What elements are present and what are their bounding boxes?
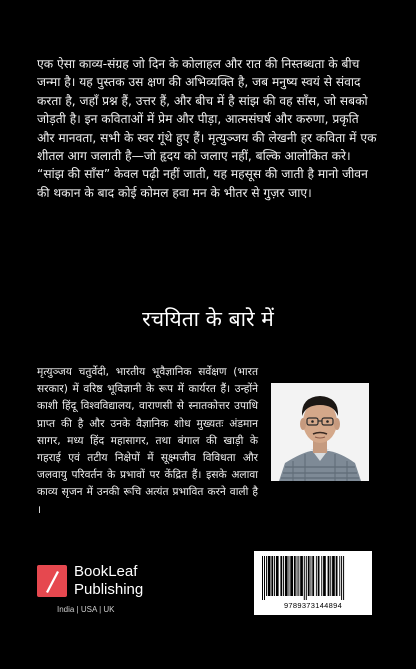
barcode-bar bbox=[312, 556, 314, 596]
publisher-name-line2: Publishing bbox=[74, 581, 144, 598]
author-photo bbox=[271, 383, 369, 481]
barcode-bar bbox=[289, 556, 290, 596]
barcode-bar bbox=[336, 556, 338, 596]
barcode-bar bbox=[276, 556, 279, 596]
barcode-bar bbox=[328, 556, 330, 596]
bookleaf-logo-icon bbox=[37, 565, 67, 597]
barcode-bar bbox=[341, 556, 342, 600]
barcode-bar bbox=[306, 556, 307, 600]
barcode-bar bbox=[332, 556, 335, 596]
barcode-bar bbox=[274, 556, 275, 596]
barcode-bar bbox=[300, 556, 303, 596]
publisher-name-line1: BookLeaf bbox=[74, 563, 138, 580]
publisher-regions: India | USA | UK bbox=[57, 605, 115, 614]
about-author-heading: रचयिता के बारे में bbox=[142, 307, 274, 331]
barcode-bar bbox=[268, 556, 271, 596]
barcode-bar bbox=[266, 556, 267, 596]
barcode-bar bbox=[280, 556, 282, 596]
barcode-bar bbox=[290, 556, 293, 596]
publisher-name bbox=[74, 563, 143, 599]
barcode-bars bbox=[262, 556, 364, 600]
barcode-bar bbox=[304, 556, 305, 600]
barcode-bar bbox=[321, 556, 322, 596]
barcode-bar bbox=[316, 556, 317, 596]
barcode-bar bbox=[285, 556, 288, 596]
back-cover-blurb: एक ऐसा काव्य-संग्रह जो दिन के कोलाहल और रात की निस्तब्धता के बीच जन्मा है। यह पुस्तक उस क्षण की अभिव्यक्ति है, जब मनुष्य स्वयं से संवाद करता है, जहाँ प्रश्न हैं, उत्तर हैं, और बीच में है सांझ की वह साँस, जो सबको जोड़ती है। इन कविताओं में प्रेम और पीड़ा, आत्मसंघर्ष और करुणा, प्रकृति और मानवता, सभी के स्वर गूंथे हुए हैं। मृत्युञ्जय की लेखनी हर कविता में एक शीतल आग जलाती है—जो हृदय को जलाए नहीं, बल्कि आलोकित करे। “सांझ की साँस” केवल पढ़ी नहीं जाती, यह महसूस की जाती है मानो जीवन की थकान के बाद कोई कोमल हवा मन के भीतर से गुज़र जाए। bbox=[37, 57, 377, 200]
barcode-bar bbox=[318, 556, 320, 596]
barcode-bar bbox=[294, 556, 296, 596]
barcode-bar bbox=[330, 556, 331, 596]
publisher-logo bbox=[37, 563, 227, 623]
barcode-bar bbox=[264, 556, 265, 600]
barcode-bar bbox=[283, 556, 284, 596]
barcode-bar bbox=[323, 556, 326, 596]
barcode-bar bbox=[311, 556, 312, 596]
barcode-bar bbox=[271, 556, 273, 596]
isbn-number: 9789373144894 bbox=[283, 601, 343, 610]
barcode-bar bbox=[343, 556, 344, 600]
barcode-bar bbox=[298, 556, 299, 596]
barcode-bar bbox=[308, 556, 310, 596]
isbn-barcode bbox=[254, 551, 372, 615]
barcode-bar bbox=[339, 556, 340, 596]
barcode-bar bbox=[262, 556, 263, 600]
author-bio: मृत्युञ्जय चतुर्वेदी, भारतीय भूवैज्ञानिक सर्वेक्षण (भारत सरकार) में वरिष्ठ भूविज्ञानी के रूप में कार्यरत हैं। उन्होंने काशी हिंदू विश्वविद्यालय, वाराणसी से स्नातकोत्तर उपाधि प्राप्त की है और उनके वैज्ञानिक शोध मुख्यतः अंडमान सागर, मध्य हिंद महासागर, तथा बंगाल की खाड़ी के गहराई एवं तटीय निक्षेपों में सूक्ष्मजीव विविधता और जलवायु परिवर्तन के प्रभावों पर केंद्रित हैं। इसके अलावा काव्य सृजन में उनकी रूचि अत्यंत प्रभावित करने वाली है । bbox=[37, 366, 258, 516]
barcode-bar bbox=[297, 556, 298, 596]
